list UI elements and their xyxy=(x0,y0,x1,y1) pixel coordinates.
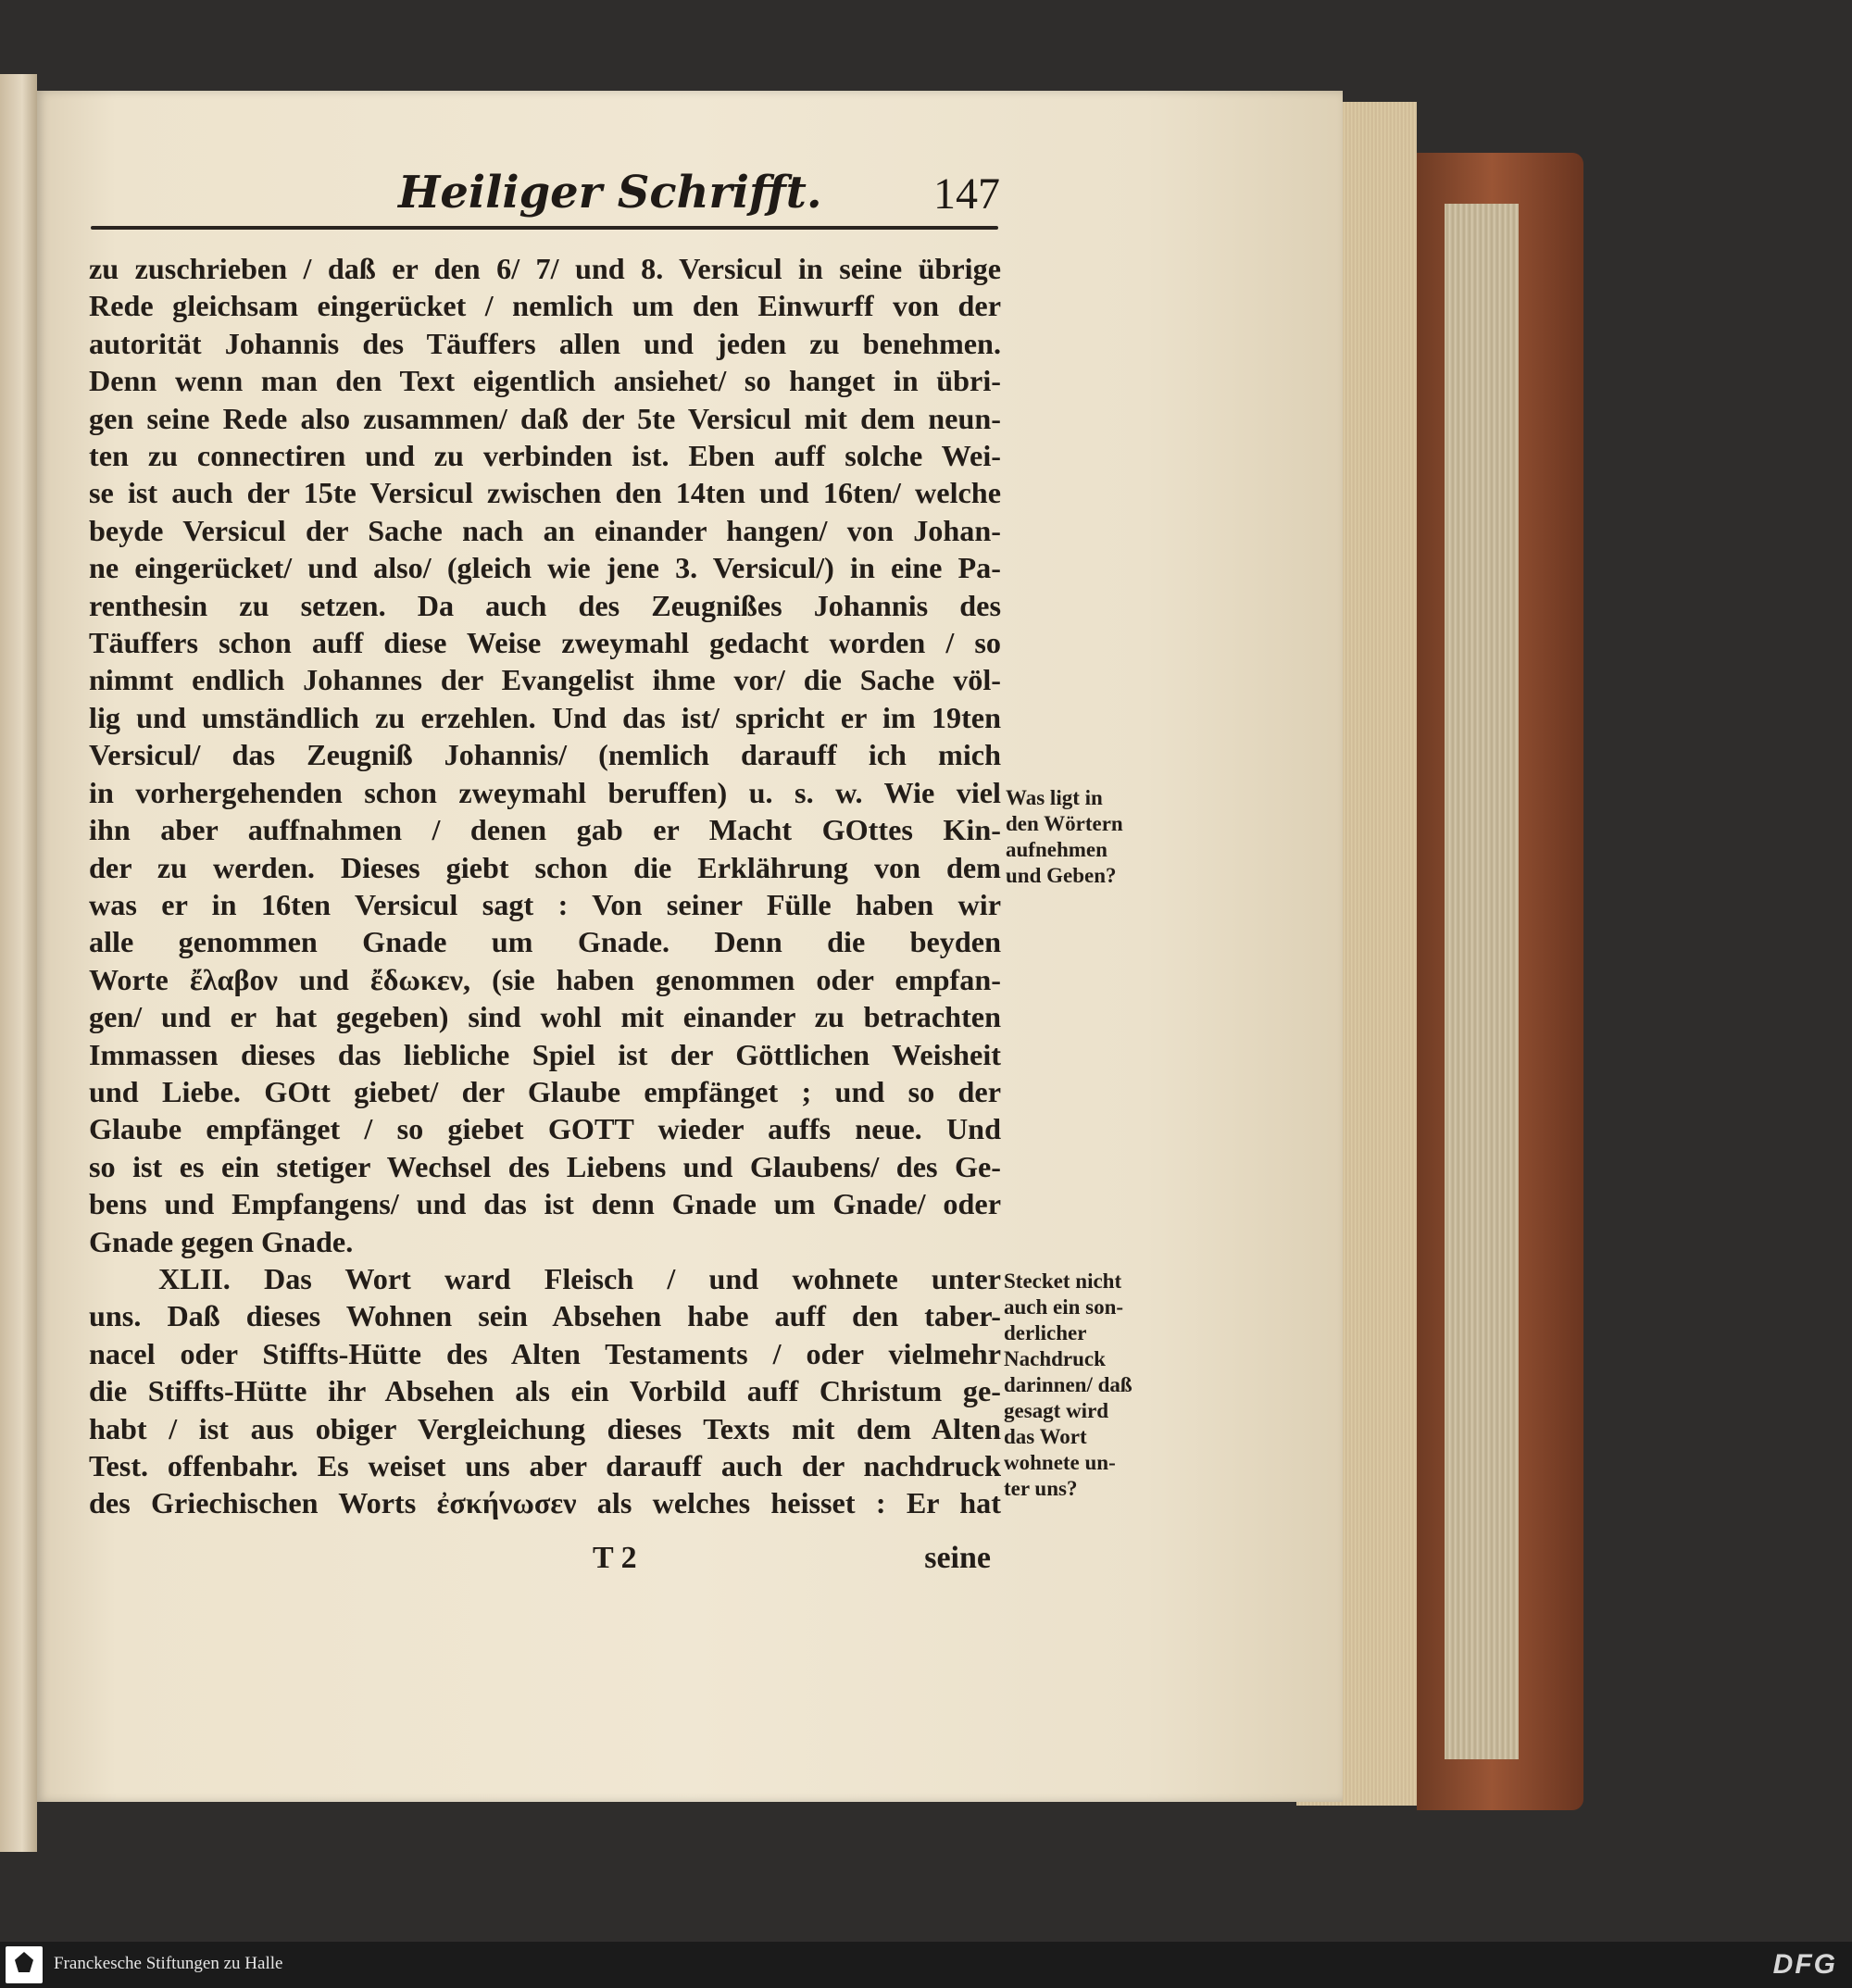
body-line: des Griechischen Worts ἐσκήνωσεν als welches heisset : Er hat xyxy=(89,1486,1001,1520)
body-line: se ist auch der 15te Versicul zwischen den 14ten und 16ten/ welche xyxy=(89,476,1001,510)
body-line: was er in 16ten Versicul sagt : Von seiner Fülle haben wir xyxy=(89,887,1001,921)
body-line: ten zu connectiren und zu verbinden ist. Eben auff solche Wei- xyxy=(89,439,1001,473)
body-line: Täuffers schon auff diese Weise zweymahl gedacht worden / so xyxy=(89,626,1001,660)
body-line: Worte ἔλαβον und ἔδωκεν, (sie haben genommen oder empfan- xyxy=(89,962,1001,996)
margin-note-line: Stecket nicht xyxy=(1004,1269,1122,1293)
margin-note-line: ter uns? xyxy=(1004,1477,1078,1500)
body-line: beyde Versicul der Sache nach an einander hangen/ von Johan- xyxy=(89,513,1001,547)
dfg-logo[interactable]: DFG xyxy=(1772,1949,1837,1980)
body-line: in vorhergehenden schon zweymahl beruffen) u. s. w. Wie viel xyxy=(89,775,1001,809)
margin-note-line: aufnehmen xyxy=(1006,838,1107,861)
left-page-edge xyxy=(0,74,37,1852)
body-line: ihn aber auffnahmen / denen gab er Macht GOttes Kin- xyxy=(89,813,1001,847)
body-line: renthesin zu setzen. Da auch des Zeugnißes Johannis des xyxy=(89,588,1001,622)
body-line: nimmt endlich Johannes der Evangelist ihme vor/ die Sache völ- xyxy=(89,663,1001,697)
header-title: Heiliger Schrifft. xyxy=(398,167,822,219)
body-line: Rede gleichsam eingerücket / nemlich um den Einwurff von der xyxy=(89,289,1001,323)
body-line: nacel oder Stiffts-Hütte des Alten Testaments / oder vielmehr xyxy=(89,1336,1001,1370)
body-text xyxy=(89,250,1001,1522)
footer-organization[interactable]: Franckesche Stiftungen zu Halle xyxy=(54,1954,283,1973)
body-line: ne eingerücket/ und also/ (gleich wie jene 3. Versicul/) in eine Pa- xyxy=(89,551,1001,585)
institution-logo-mark xyxy=(15,1952,33,1972)
catchword: seine xyxy=(924,1541,991,1575)
margin-note-line: den Wörtern xyxy=(1006,812,1123,835)
body-line: Gnade gegen Gnade. xyxy=(89,1224,354,1258)
margin-note-line: Was ligt in xyxy=(1006,786,1103,809)
body-line: die Stiffts-Hütte ihr Absehen als ein Vorbild auff Christum ge- xyxy=(89,1374,1001,1408)
header-rule xyxy=(91,226,998,230)
body-line: XLII. Das Wort ward Fleisch / und wohnete unter xyxy=(158,1261,1001,1295)
cover-pages xyxy=(1445,204,1519,1759)
signature-mark: T 2 xyxy=(593,1541,637,1575)
margin-note-line: darinnen/ daß xyxy=(1004,1373,1132,1396)
body-line: so ist es ein stetiger Wechsel des Liebens und Glaubens/ des Ge- xyxy=(89,1149,1001,1183)
body-line: der zu werden. Dieses giebt schon die Erklährung von dem xyxy=(89,850,1001,884)
margin-note-line: derlicher xyxy=(1004,1321,1087,1344)
body-line: Immassen dieses das liebliche Spiel ist der Göttlichen Weisheit xyxy=(89,1037,1001,1071)
page-footer-line xyxy=(593,1541,991,1587)
margin-note-line: Nachdruck xyxy=(1004,1347,1106,1370)
body-line: Versicul/ das Zeugniß Johannis/ (nemlich darauff ich mich xyxy=(89,738,1001,772)
body-line: habt / ist aus obiger Vergleichung dieses Texts mit dem Alten xyxy=(89,1411,1001,1445)
body-line: lig und umständlich zu erzehlen. Und das ist/ spricht er im 19ten xyxy=(89,700,1001,734)
body-line: und Liebe. GOtt giebet/ der Glaube empfänget ; und so der xyxy=(89,1074,1001,1108)
institution-logo-icon[interactable] xyxy=(6,1946,43,1983)
body-line: gen seine Rede also zusammen/ daß der 5te Versicul mit dem neun- xyxy=(89,401,1001,435)
margin-note-line: gesagt wird xyxy=(1004,1399,1109,1422)
body-line: Denn wenn man den Text eigentlich ansiehet/ so hanget in übri- xyxy=(89,364,1001,398)
margin-note-line: wohnete un- xyxy=(1004,1451,1116,1474)
body-line: gen/ und er hat gegeben) sind wohl mit einander zu betrachten xyxy=(89,1000,1001,1034)
margin-note-line: und Geben? xyxy=(1006,864,1117,887)
margin-note-1 xyxy=(1006,785,1154,889)
body-line: zu zuschrieben / daß er den 6/ 7/ und 8. Versicul in seine übrige xyxy=(89,252,1001,285)
margin-note-line: auch ein son- xyxy=(1004,1295,1124,1319)
running-header xyxy=(398,167,1000,231)
margin-note-2 xyxy=(1004,1269,1152,1502)
body-line: uns. Daß dieses Wohnen sein Absehen habe auff den taber- xyxy=(89,1299,1001,1333)
body-line: Glaube empfänget / so giebet GOTT wieder auffs neue. Und xyxy=(89,1112,1001,1146)
footer-bar xyxy=(0,1942,1852,1988)
margin-note-line: das Wort xyxy=(1004,1425,1087,1448)
page-number: 147 xyxy=(933,169,1000,219)
body-line: autorität Johannis des Täuffers allen und jeden zu benehmen. xyxy=(89,326,1001,360)
body-line: alle genommen Gnade um Gnade. Denn die beyden xyxy=(89,925,1001,959)
body-line: bens und Empfangens/ und das ist denn Gnade um Gnade/ oder xyxy=(89,1187,1001,1221)
body-line: Test. offenbahr. Es weiset uns aber darauff auch der nachdruck xyxy=(89,1449,1001,1482)
